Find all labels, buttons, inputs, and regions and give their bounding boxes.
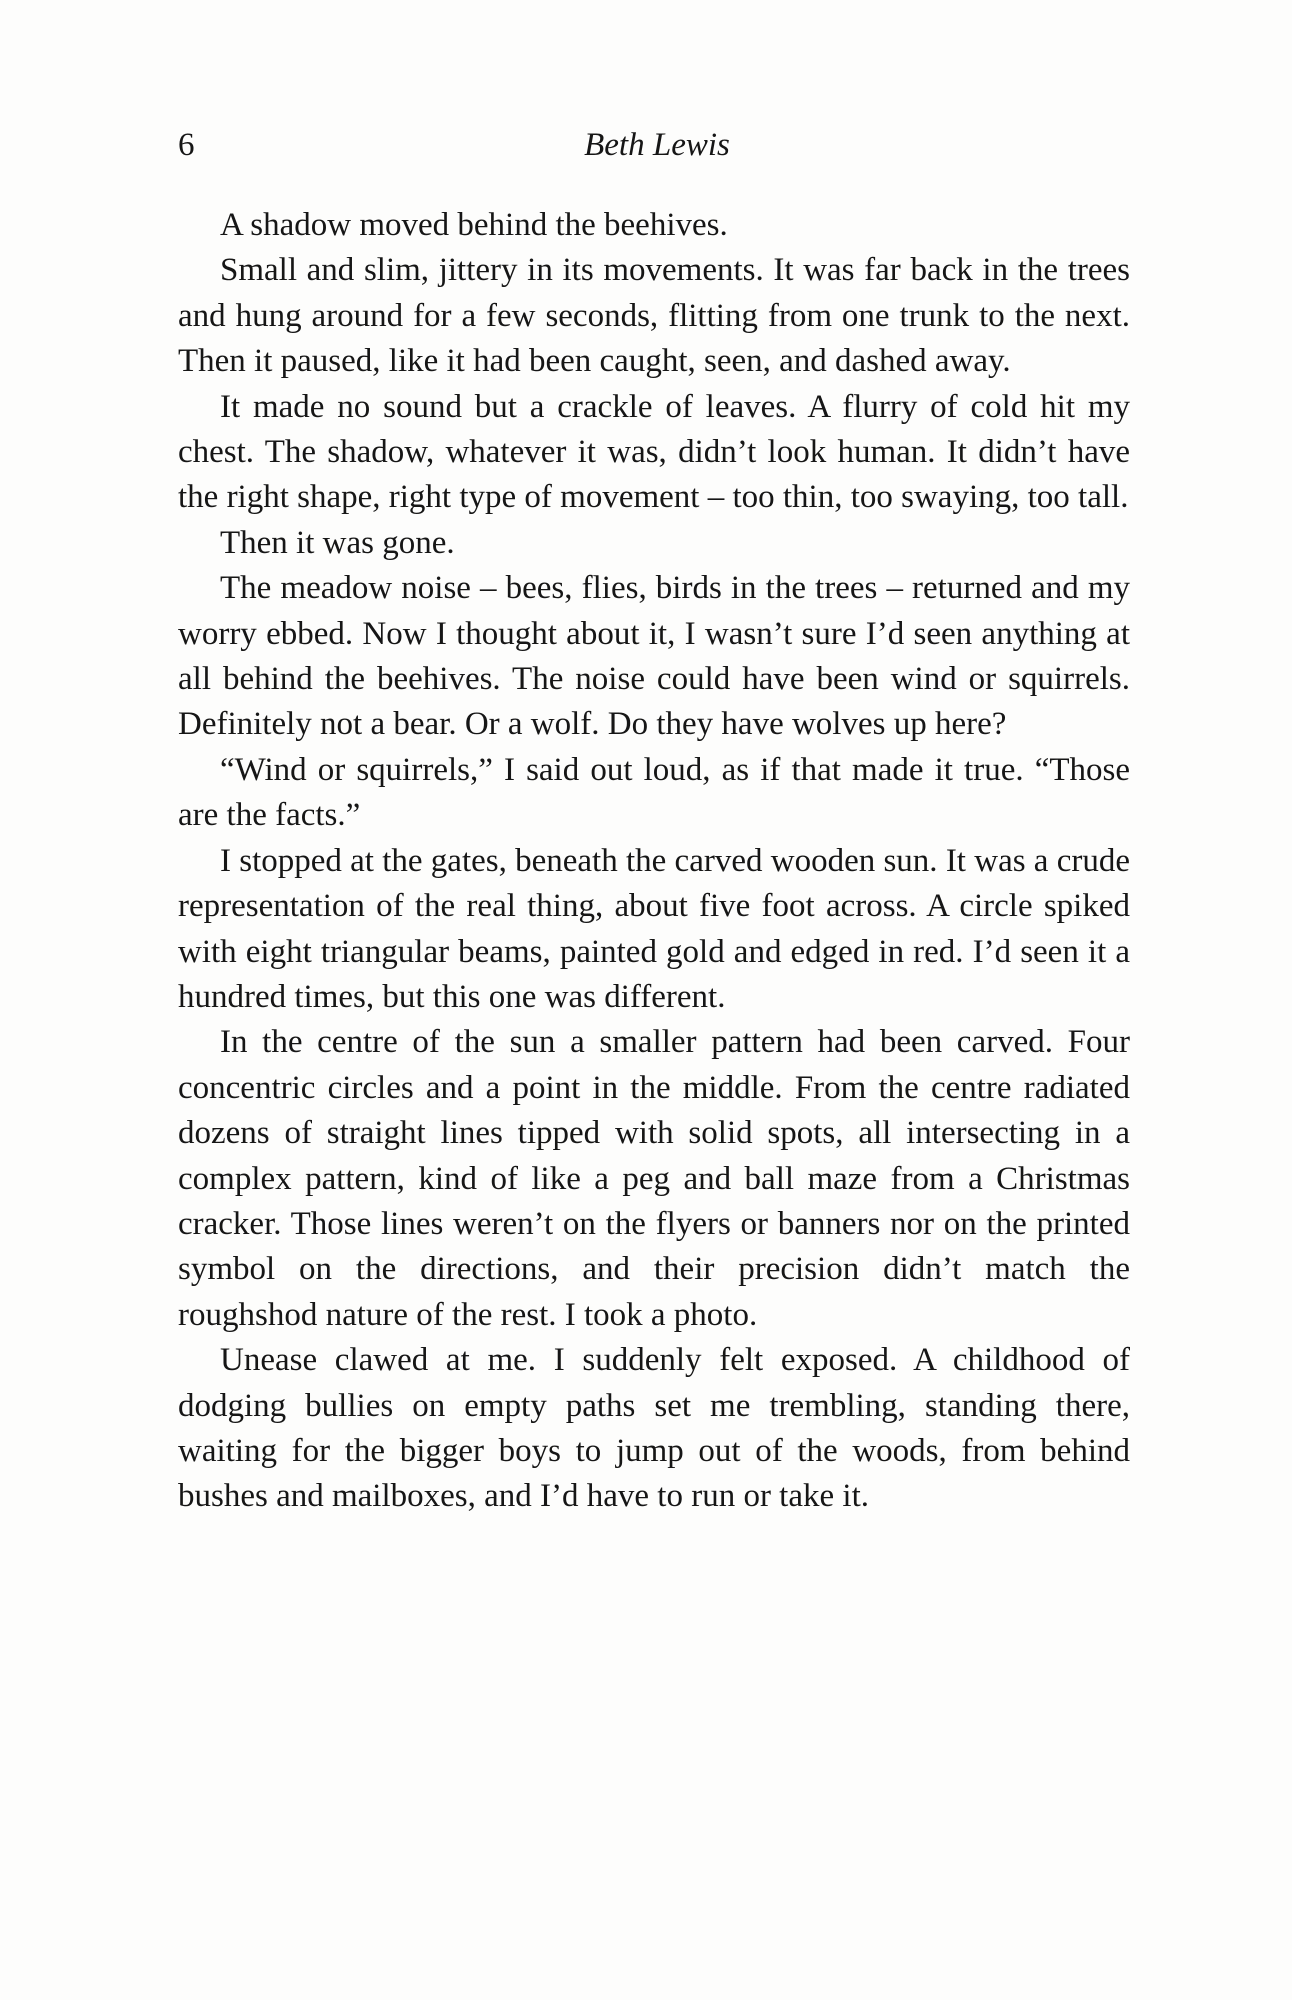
body-text [178,203,1130,1520]
paragraph-6: “Wind or squirrels,” I said out loud, as if that made it true. “Those are the facts.” [178,751,1130,834]
running-title-author: Beth Lewis [584,127,730,163]
page-number: 6 [178,127,195,163]
paragraph-7: I stopped at the gates, beneath the carved wooden sun. It was a crude representation of the real thing, about five foot across. A circle spiked with eight triangular beams, painted gold and edged in red. I’d seen it a hundred times, but this one was different. [178,842,1130,1015]
paragraph-2: Small and slim, jittery in its movements. It was far back in the trees and hung around for a few seconds, flitting from one trunk to the next. Then it paused, like it had been caught, seen, and dashed away. [178,252,1130,380]
paragraph-8: In the centre of the sun a smaller pattern had been carved. Four concentric circles and a point in the middle. From the centre radiated dozens of straight lines tipped with solid spots, all intersecting in a complex pattern, kind of like a peg and ball maze from a Christmas cracker. Those lines weren’t on the flyers or banners nor on the printed symbol on the directions, and their precision didn’t match the roughshod nature of the rest. I took a photo. [178,1024,1130,1333]
paragraph-3: It made no sound but a crackle of leaves. A flurry of cold hit my chest. The shadow, whatever it was, didn’t look human. It didn’t have the right shape, right type of movement – too thin, too swaying, too tall. [178,388,1130,516]
paragraph-9: Unease clawed at me. I suddenly felt exposed. A childhood of dodging bullies on empty paths set me trembling, standing there, waiting for the bigger boys to jump out of the woods, from behind bushes and mailboxes, and I’d have to run or take it. [178,1342,1130,1515]
paragraph-4: Then it was gone. [220,524,455,561]
running-head [178,122,1136,168]
paragraph-1: A shadow moved behind the beehives. [220,207,728,243]
paragraph-5: The meadow noise – bees, flies, birds in the trees – returned and my worry ebbed. Now I thought about it, I wasn’t sure I’d seen anything at all behind the beehives. The noise could have been wind or squirrels. Definitely not a bear. Or a wolf. Do they have wolves up here? [178,570,1130,743]
